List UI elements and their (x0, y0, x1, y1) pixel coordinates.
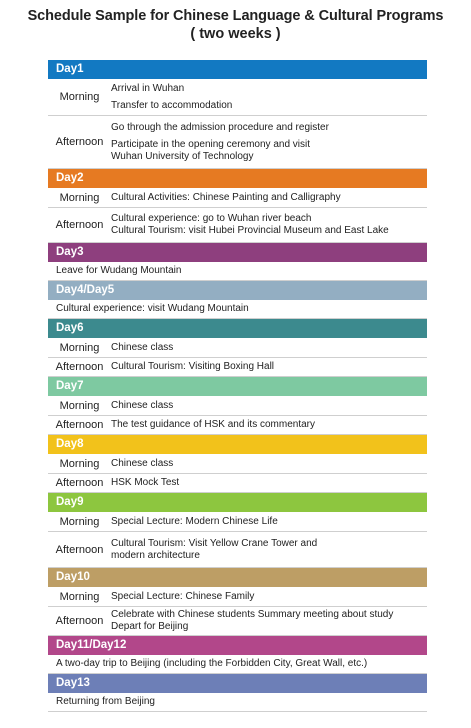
day-block (48, 243, 427, 281)
day-header: Day11/Day12 (48, 636, 427, 655)
day-block (48, 493, 427, 568)
activities (111, 516, 427, 528)
period-label: Morning (59, 457, 100, 470)
activity-text: Celebrate with Chinese students Summary meeting about study (111, 609, 394, 620)
activity-text: Special Lecture: Chinese Family (111, 590, 255, 602)
day-block (48, 377, 427, 435)
day-block (48, 636, 427, 674)
title-block (0, 7, 471, 43)
day-block (48, 60, 427, 169)
period-label: Morning (59, 91, 100, 103)
day-block (48, 319, 427, 377)
day-note: A two-day trip to Beijing (including the Forbidden City, Great Wall, etc.) (48, 655, 427, 674)
schedule-row (48, 396, 427, 416)
period-label: Afternoon (55, 419, 104, 431)
schedule-table (48, 60, 427, 712)
period-label: Afternoon (55, 361, 104, 373)
activity-text: Special Lecture: Modern Chinese Life (111, 515, 278, 527)
day-header: Day10 (48, 568, 427, 587)
activity-text: modern architecture (111, 549, 200, 561)
activity-text: Participate in the opening ceremony and visit (111, 138, 311, 150)
activity-text: Wuhan University of Technology (111, 150, 254, 162)
day-header: Day7 (48, 377, 427, 396)
activity-text: Transfer to accommodation (111, 99, 233, 111)
activities (111, 609, 427, 633)
activity-text: The test guidance of HSK and its commentary (111, 419, 315, 430)
day-block (48, 281, 427, 319)
activity-text: Chinese class (111, 457, 174, 469)
day-block (48, 435, 427, 493)
day-header: Day3 (48, 243, 427, 262)
schedule-row (48, 474, 427, 493)
activity-text: Depart for Beijing (111, 621, 189, 632)
schedule-row (48, 416, 427, 435)
schedule-row (48, 532, 427, 568)
period-label: Afternoon (55, 477, 104, 489)
period-label: Afternoon (55, 615, 104, 627)
period-label: Afternoon (55, 219, 104, 231)
activities (111, 591, 427, 603)
schedule-row (48, 208, 427, 243)
day-header: Day9 (48, 493, 427, 512)
schedule-row (48, 188, 427, 208)
activities (111, 122, 427, 163)
day-header: Day2 (48, 169, 427, 188)
activity-text: Chinese class (111, 341, 174, 353)
day-note: Cultural experience: visit Wudang Mountain (48, 300, 427, 319)
period-label: Afternoon (55, 136, 104, 148)
period-label: Morning (59, 590, 100, 603)
activity-text: Cultural Tourism: Visiting Boxing Hall (111, 361, 275, 372)
schedule-row (48, 587, 427, 607)
schedule-row (48, 116, 427, 169)
day-block (48, 568, 427, 636)
activities (111, 361, 427, 373)
activities (111, 538, 427, 562)
activity-text: Cultural Activities: Chinese Painting and Calligraphy (111, 191, 341, 203)
activity-text: Cultural Tourism: visit Hubei Provincial Museum and East Lake (111, 225, 389, 236)
period-label: Morning (59, 341, 100, 354)
day-block (48, 674, 427, 712)
activities (111, 213, 427, 237)
period-label: Afternoon (55, 543, 104, 556)
day-header: Day4/Day5 (48, 281, 427, 300)
activity-text: Cultural experience: go to Wuhan river beach (111, 213, 312, 224)
activities (111, 192, 427, 204)
activity-text: Cultural Tourism: Visit Yellow Crane Tower and (111, 537, 318, 549)
period-label: Morning (59, 191, 100, 204)
schedule-row (48, 79, 427, 116)
activities (111, 83, 427, 112)
activities (111, 458, 427, 470)
page-subtitle: ( two weeks ) (190, 26, 281, 42)
day-header: Day8 (48, 435, 427, 454)
activity-text: Go through the admission procedure and register (111, 121, 329, 133)
day-header: Day13 (48, 674, 427, 693)
schedule-row (48, 454, 427, 474)
day-note: Returning from Beijing (48, 693, 427, 712)
activities (111, 419, 427, 431)
day-block (48, 169, 427, 243)
activity-text: HSK Mock Test (111, 477, 180, 488)
activities (111, 400, 427, 412)
activities (111, 477, 427, 489)
page-title: Schedule Sample for Chinese Language & Cultural Programs (27, 8, 444, 24)
schedule-row (48, 338, 427, 358)
activity-text: Chinese class (111, 399, 174, 411)
schedule-row (48, 607, 427, 636)
activity-text: Arrival in Wuhan (111, 82, 185, 94)
day-note: Leave for Wudang Mountain (48, 262, 427, 281)
schedule-row (48, 512, 427, 532)
day-header: Day6 (48, 319, 427, 338)
activities (111, 342, 427, 354)
period-label: Morning (59, 399, 100, 412)
schedule-row (48, 358, 427, 377)
day-header: Day1 (48, 60, 427, 79)
period-label: Morning (59, 515, 100, 528)
